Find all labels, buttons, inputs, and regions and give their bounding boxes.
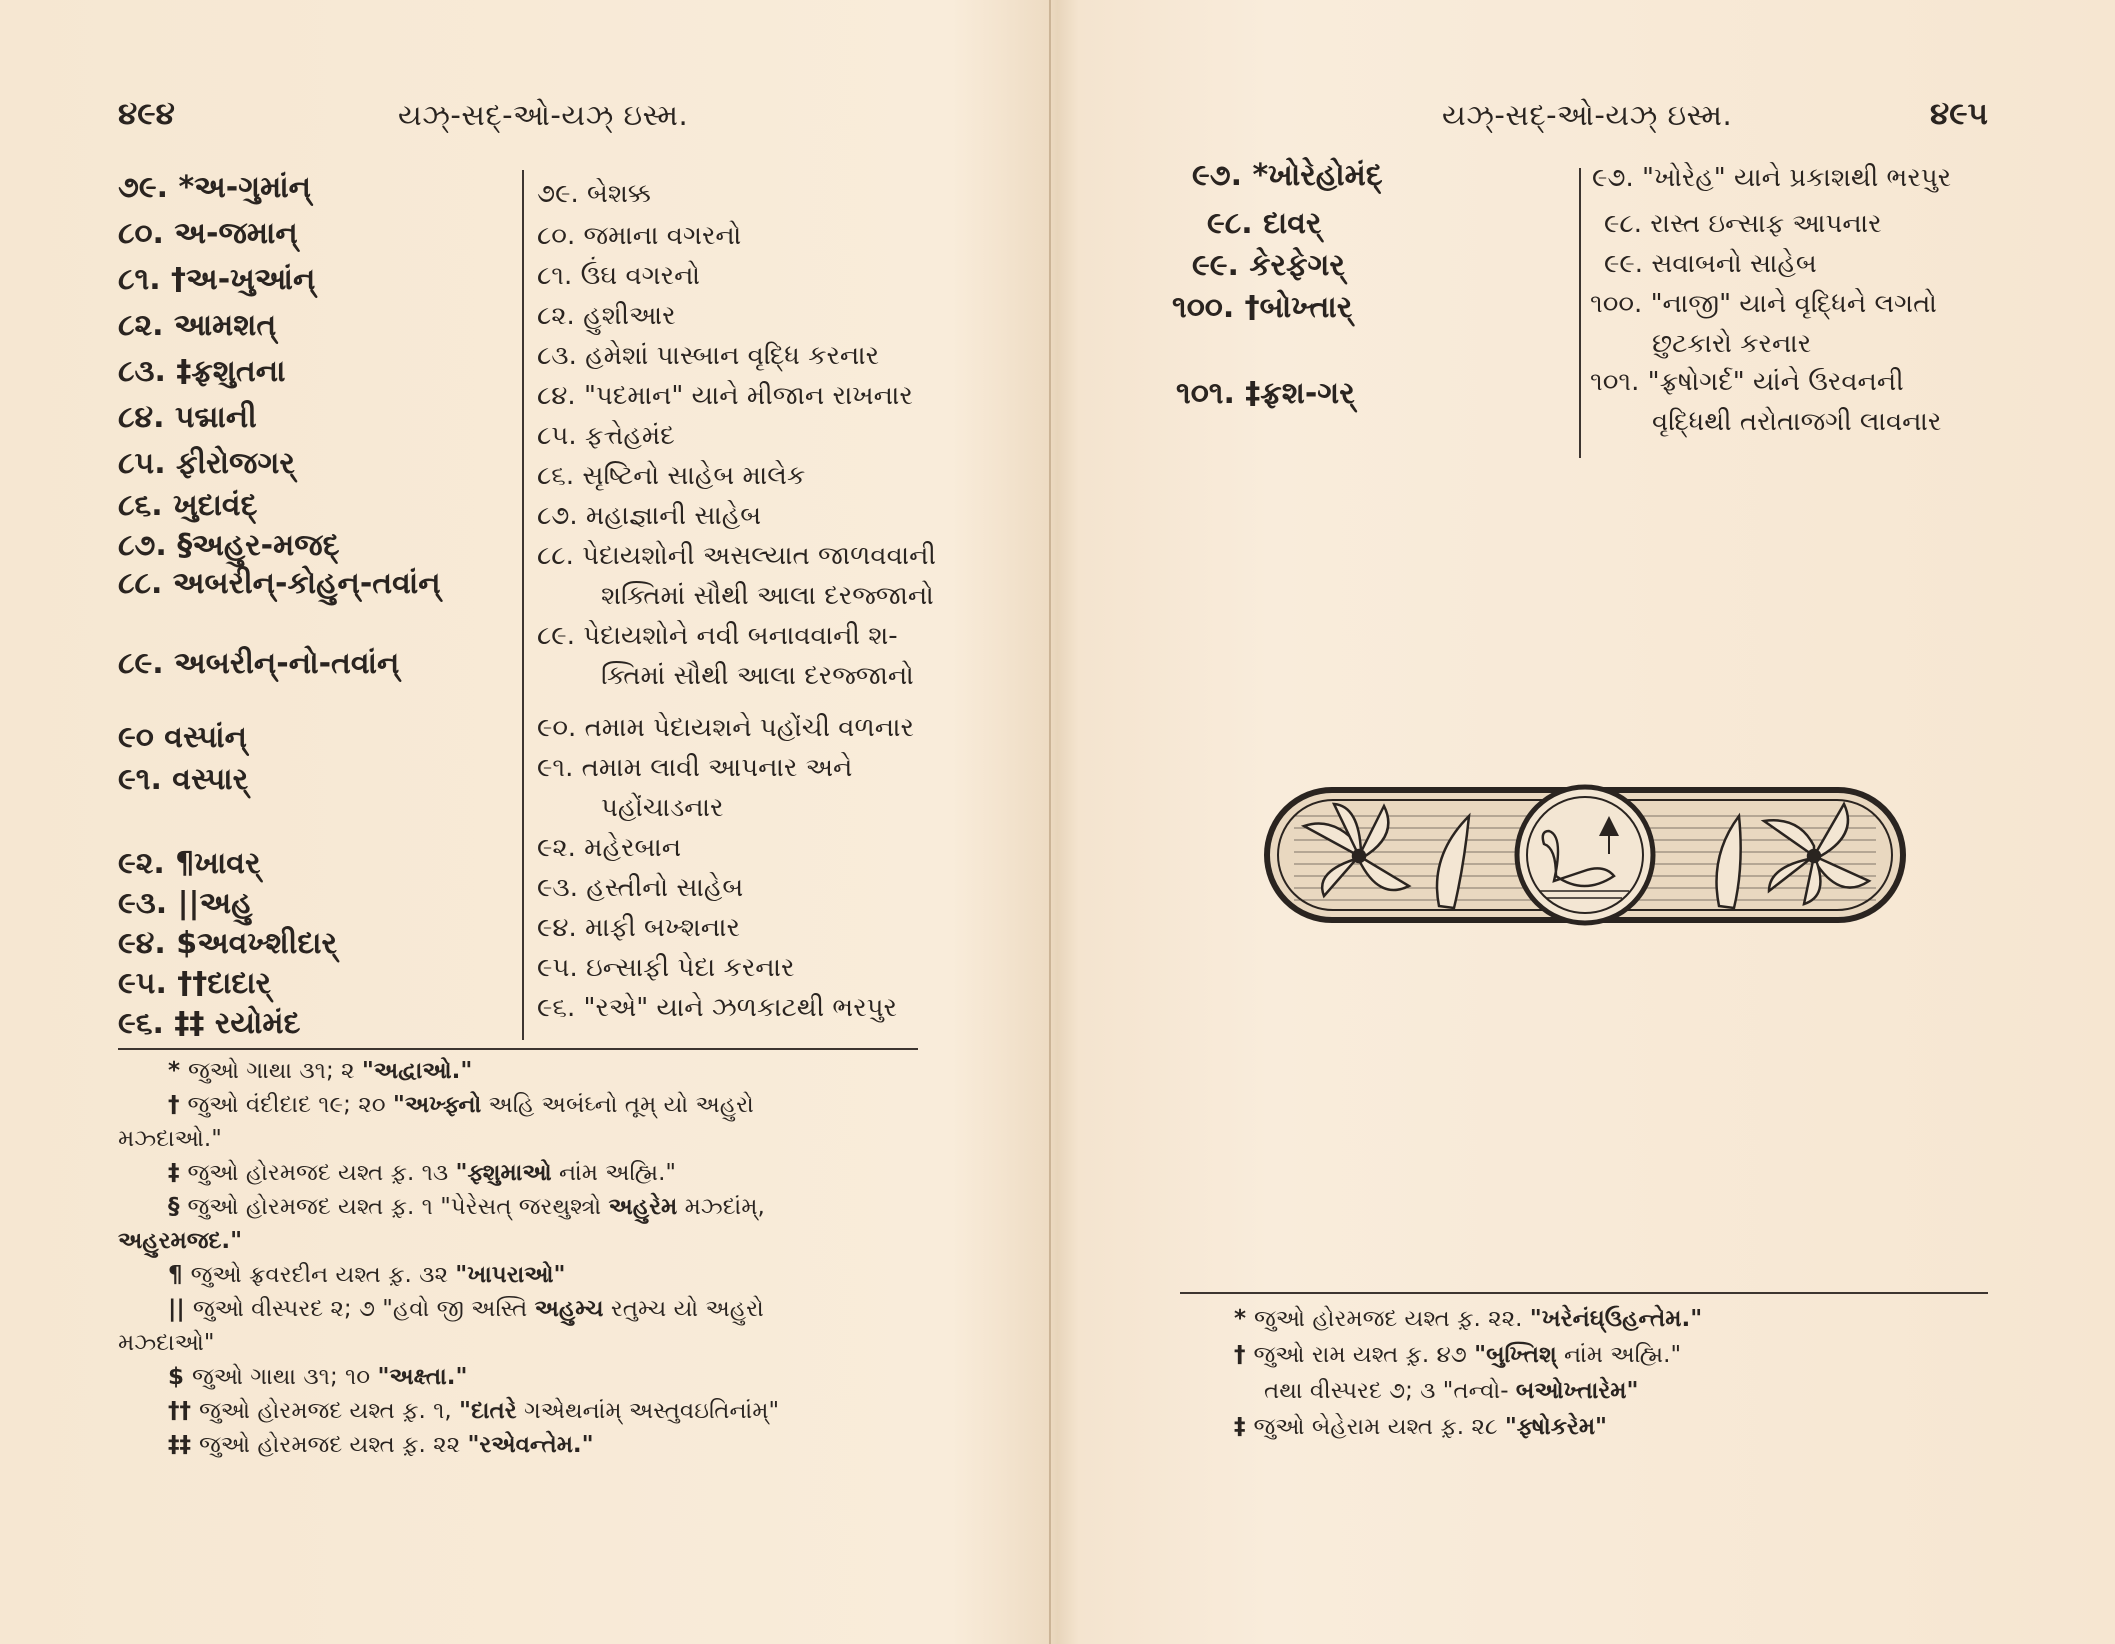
footnote-citation: "રએવન્તેમ." <box>467 1432 594 1458</box>
entry-name: ૮૪. પદ્માની <box>118 400 257 435</box>
entry-meaning: ૧૦૧. "ફ્રષોગર્દ" યાંને ઉરવનની <box>1590 367 1904 397</box>
footnote <box>118 1122 222 1156</box>
entry-name: ૯૫. ††દાદાર્ <box>118 966 272 1001</box>
footnote-text: જુઓ હોરમજદ યશ્ત ફ઼. ૧૩ <box>187 1160 449 1186</box>
lily-swan-ornament-icon <box>1264 776 1906 934</box>
footnote-text: નાંમ અહ્મિ." <box>558 1160 676 1186</box>
entry-name: ૯૯. કેરફેગર્ <box>1192 248 1345 283</box>
entry-meaning: ૮૭. મહાજ્ઞાની સાહેબ <box>537 501 762 531</box>
footnote-text: જુઓ હોરમજદ યશ્ત ફ઼. ૧ "પેરેસત્ જરથુશ્ત્રો <box>187 1194 602 1220</box>
footnote-citation: બઓખ્તારેમ" <box>1515 1378 1639 1404</box>
column-divider <box>522 170 524 1040</box>
footnote-text: જુઓ વીસ્પરદ ૨; ૭ "હવો જી અસ્તિ <box>192 1296 528 1322</box>
footnote-text: જુઓ હોરમજદ યશ્ત ફ઼. ૧, <box>199 1398 452 1424</box>
footnote-rule <box>1180 1292 1988 1294</box>
footnote <box>168 1054 472 1088</box>
footnote-text: જુઓ ગાથા ૩૧; ૧૦ <box>192 1364 371 1390</box>
footnote-marker: § <box>168 1194 180 1220</box>
footnote <box>168 1258 565 1292</box>
entry-name: ૯૬. ‡‡ રયોમંદ <box>118 1006 301 1041</box>
footnote-marker: ¶ <box>168 1262 183 1288</box>
footnote-text: અહિ અબંઘ્નો તૂમ્ યો અહુરો <box>488 1092 754 1118</box>
footnote-marker: * <box>168 1058 181 1084</box>
footnote <box>168 1156 676 1190</box>
footnote-marker: ‡ <box>168 1160 180 1186</box>
entry-meaning: ૮૬. સૃષ્ટિનો સાહેબ માલેક <box>537 461 806 491</box>
entry-meaning: ક્તિમાં સૌથી આલા દરજ્જાનો <box>601 661 914 691</box>
entry-name: ૧૦૧. ‡ફ્રશ-ગર્ <box>1176 376 1355 411</box>
entry-meaning: ૮૦. જમાના વગરનો <box>537 221 742 251</box>
entry-name: ૯૪. $અવખ્શીદાર્ <box>118 926 337 961</box>
entry-meaning: ૭૯. બેશક્ક <box>537 179 651 209</box>
footnote <box>168 1190 765 1224</box>
footnote-text: જુઓ ગાથા ૩૧; ૨ <box>188 1058 355 1084</box>
footnote <box>168 1428 594 1462</box>
entry-meaning: પહોંચાડનાર <box>601 793 724 823</box>
footnote-text: મઝ્દાંમ્, <box>684 1194 765 1220</box>
footnote-text: જુઓ હોરમજદ યશ્ત ફ઼. ૨૨ <box>199 1432 461 1458</box>
footnote-citation: "ફ્શુમાઓ <box>455 1160 552 1186</box>
footnote-citation: અહુરેમ <box>608 1194 678 1220</box>
footnote-marker: * <box>1234 1306 1247 1332</box>
entry-meaning: ૯૯. સવાબનો સાહેબ <box>1604 249 1817 279</box>
running-header-right: યઝ્-સદ્-ઓ-યઝ્ ઇસ્મ. <box>1442 98 1733 132</box>
entry-name: ૮૮. અબરીન્-કોહુન્-તવાંન્ <box>118 566 441 601</box>
entry-meaning: ૯૨. મહેરબાન <box>537 833 682 863</box>
entry-name: ૮૫. ફીરોજગર્ <box>118 446 295 481</box>
page-number-left: ૪૯૪ <box>118 96 175 132</box>
entry-meaning: ૯૦. તમામ પેદાયશને પહોંચી વળનાર <box>537 713 914 743</box>
footnote <box>118 1326 215 1360</box>
footnote-text: મઝ્દાઓ." <box>118 1126 222 1152</box>
entry-name: ૮૭. §અહુર-મજદ્ <box>118 528 340 563</box>
entry-name: ૯૭. *ખોરેહોમંદ્ <box>1192 158 1383 193</box>
entry-meaning: ૮૮. પેદાયશોની અસલ્યાત જાળવવાની <box>537 541 936 571</box>
entry-meaning: ૯૩. હસ્તીનો સાહેબ <box>537 873 744 903</box>
footnote-marker: †† <box>168 1398 191 1424</box>
entry-name: ૧૦૦. †બોખ્તાર્ <box>1172 290 1353 325</box>
entry-meaning: ૮૨. હુશીઆર <box>537 301 676 331</box>
footnote-marker: $ <box>168 1364 185 1390</box>
entry-meaning: ૯૬. "રએ" યાને ઝળકાટથી ભરપુર <box>537 993 897 1023</box>
entry-meaning: ૮૩. હમેશાં પાસ્બાન વૃદ્ધિ કરનાર <box>537 341 880 371</box>
footnote-text: તથા વીસ્પરદ ૭; ૩ "તન્વો- <box>1264 1378 1509 1404</box>
footnote <box>1234 1410 1607 1444</box>
footnote-text: જુઓ બેહેરામ યશ્ત ફ઼. ૨૮ <box>1253 1414 1498 1440</box>
entry-name: ૯૦ વસ્પાંન્ <box>118 720 247 755</box>
entry-meaning: વૃદ્ધિથી તરોતાજગી લાવનાર <box>1652 407 1942 437</box>
column-divider <box>1579 168 1581 458</box>
footnote <box>1234 1338 1681 1372</box>
footnote <box>118 1224 242 1258</box>
footnote-text: જુઓ ફ્રવરદીન યશ્ત ફ઼. ૩૨ <box>190 1262 448 1288</box>
footnote-citation: "અક્ષ્તા." <box>377 1364 468 1390</box>
entry-meaning: ૮૫. ફત્તેહમંદ <box>537 421 675 451</box>
footnote-citation: "ખરેનંઘ્ઉહન્તેમ." <box>1529 1306 1703 1332</box>
footnote-citation: "અખ્ફ્નો <box>392 1092 482 1118</box>
entry-name: ૯૨. ¶ખાવર્ <box>118 846 261 881</box>
entry-name: ૮૨. આમશત્ <box>118 308 277 343</box>
running-header-left: યઝ્-સદ્-ઓ-યઝ્ ઇસ્મ. <box>398 98 689 132</box>
footnote <box>1264 1374 1639 1408</box>
entry-name: ૮૩. ‡ફ્રશુતના <box>118 354 286 389</box>
left-page <box>0 0 1048 1644</box>
footnote-marker: † <box>168 1092 180 1118</box>
entry-meaning: ૯૪. માફી બખ્શનાર <box>537 913 740 943</box>
footnote-rule <box>118 1048 918 1050</box>
entry-name: ૮૬. ખુદાવંદ્ <box>118 488 258 523</box>
footnote <box>168 1292 764 1326</box>
footnote <box>168 1088 754 1122</box>
entry-meaning: ૯૧. તમામ લાવી આપનાર અને <box>537 753 853 783</box>
page-number-right: ૪૯૫ <box>1930 96 1988 132</box>
footnote-citation: "અદ્વાઓ." <box>361 1058 473 1084</box>
footnote <box>1234 1302 1702 1336</box>
footnote-marker: † <box>1234 1342 1246 1368</box>
footnote-text: જુઓ હોરમજદ યશ્ત ફ઼. ૨૨. <box>1254 1306 1523 1332</box>
footnote-marker: ‡ <box>1234 1414 1246 1440</box>
footnote-text: રતુમ્ચ યો અહુરો <box>610 1296 764 1322</box>
footnote-citation: "ફ્ષોકરેમ" <box>1504 1414 1608 1440</box>
entry-meaning: ૯૭. "ખોરેહ" યાને પ્રકાશથી ભરપુર <box>1592 163 1952 193</box>
footnote <box>168 1360 467 1394</box>
entry-meaning: ૮૪. "પદમાન" યાને મીજાન રાખનાર <box>537 381 913 411</box>
entry-meaning: ૮૧. ઉંઘ વગરનો <box>537 261 700 291</box>
footnote-text: નાંમ અહ્મિ." <box>1564 1342 1682 1368</box>
book-gutter <box>1049 0 1051 1644</box>
entry-meaning: ૯૫. ઇન્સાફી પેદા કરનાર <box>537 953 795 983</box>
footnote-citation: "ખાપરાઓ" <box>455 1262 566 1288</box>
entry-name: ૯૧. વસ્પાર્ <box>118 762 249 797</box>
entry-meaning: ૮૯. પેદાયશોને નવી બનાવવાની શ- <box>537 621 898 651</box>
footnote-citation: અહુમ્ચ <box>534 1296 604 1322</box>
entry-meaning: શક્તિમાં સૌથી આલા દરજ્જાનો <box>601 581 934 611</box>
footnote-marker: ‡‡ <box>168 1432 191 1458</box>
entry-meaning: ૯૮. રાસ્ત ઇન્સાફ આપનાર <box>1604 209 1882 239</box>
footnote-text: જુઓ રામ યશ્ત ફ઼. ૪૭ <box>1253 1342 1467 1368</box>
entry-name: ૯૩. ||અહુ <box>118 886 253 921</box>
entry-name: ૭૯. *અ-ગુમાંન્ <box>118 170 312 205</box>
footnote <box>168 1394 779 1428</box>
footnote-marker: || <box>168 1296 185 1322</box>
footnote-citation: "બુખ્તિશ્ <box>1474 1342 1557 1368</box>
entry-name: ૮૧. †અ-ખુઆંન્ <box>118 262 316 297</box>
entry-meaning: છુટકારો કરનાર <box>1652 329 1812 359</box>
entry-name: ૮૯. અબરીન્-નો-તવાંન્ <box>118 646 400 681</box>
entry-name: ૯૮. દાવર્ <box>1207 206 1322 241</box>
entry-meaning: ૧૦૦. "નાજી" યાને વૃદ્ધિને લગતો <box>1590 289 1937 319</box>
footnote-citation: અહુરમજદ." <box>118 1228 243 1254</box>
footnote-text: જુઓ વંદીદાદ ૧૯; ૨૦ <box>187 1092 386 1118</box>
footnote-text: મઝ્દાઓ" <box>118 1330 215 1356</box>
footnote-text: ગએથનાંમ્ અસ્તુવઇતિનાંમ્" <box>523 1398 780 1424</box>
footnote-citation: "દાતરે <box>459 1398 517 1424</box>
entry-name: ૮૦. અ-જમાન્ <box>118 216 298 251</box>
